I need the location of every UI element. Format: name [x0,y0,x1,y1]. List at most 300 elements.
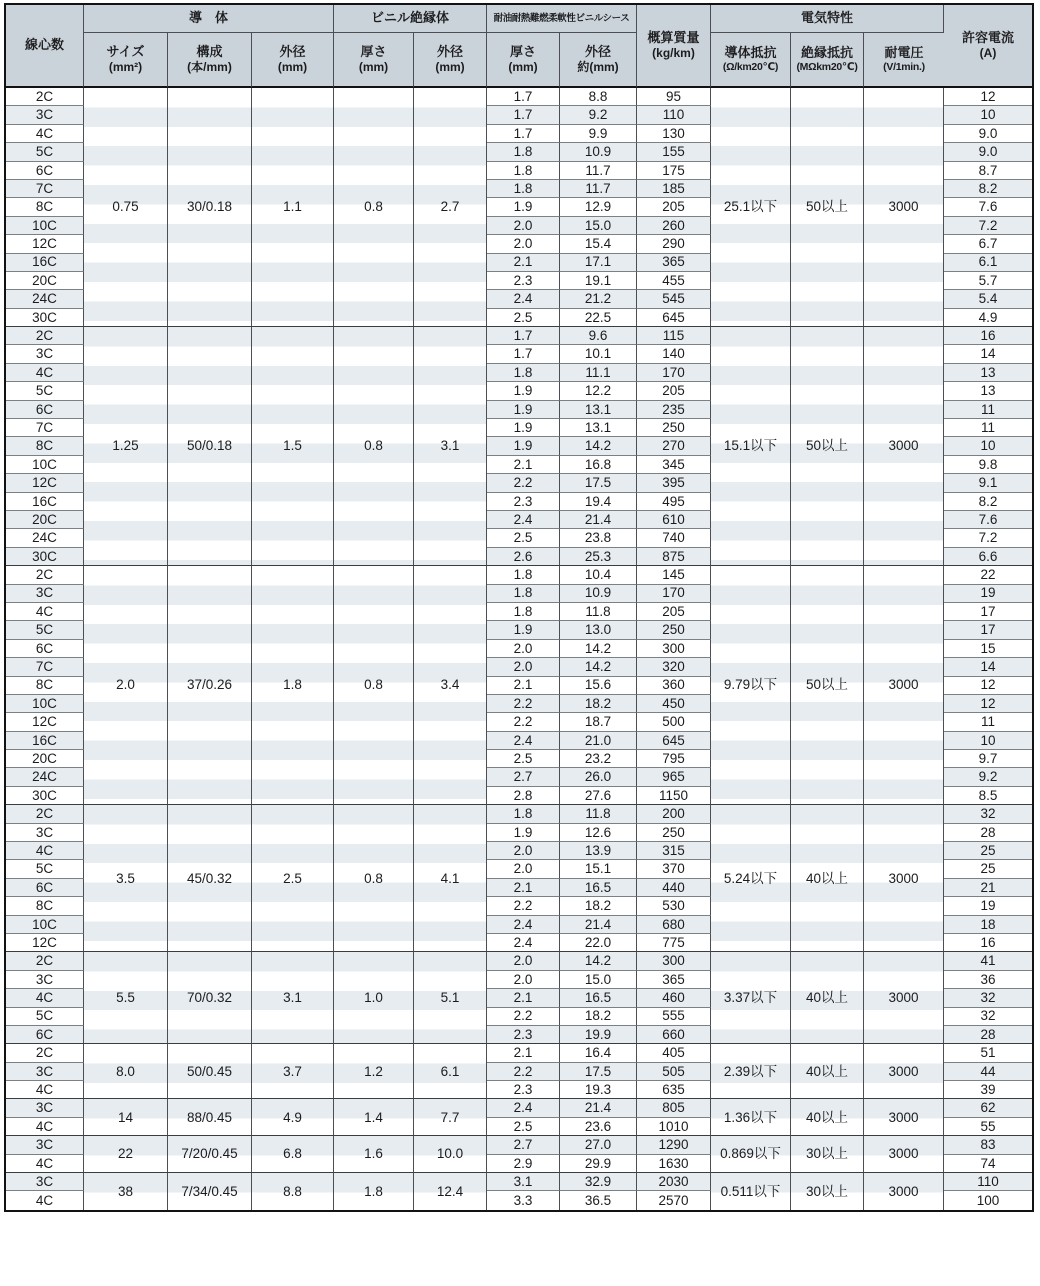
cell-allowable-current: 11 [944,419,1032,437]
cell-approx-mass: 145 [637,566,711,584]
cell-allowable-current: 9.8 [944,456,1032,474]
cell-sheath-od: 21.4 [560,916,637,934]
cell-sheath-od: 18.2 [560,897,637,915]
cell-approx-mass: 300 [637,640,711,658]
cell-sheath-thickness: 2.5 [487,309,560,327]
cell-conductor-resistance: 3.37以下 [711,952,791,1044]
cell-core-count: 2C [6,566,84,584]
cell-allowable-current: 21 [944,879,1032,897]
cell-allowable-current: 11 [944,713,1032,731]
cell-allowable-current: 74 [944,1155,1032,1173]
cell-approx-mass: 795 [637,750,711,768]
cell-insulation-thickness: 1.6 [334,1136,414,1173]
cell-allowable-current: 4.9 [944,309,1032,327]
cell-sheath-thickness: 2.0 [487,971,560,989]
cell-core-count: 10C [6,695,84,713]
cell-insulation-resistance: 30以上 [791,1173,864,1210]
cell-sheath-thickness: 2.1 [487,254,560,272]
table-row [6,1136,1032,1154]
cell-sheath-thickness: 1.8 [487,162,560,180]
cell-allowable-current: 15 [944,640,1032,658]
cell-sheath-od: 27.0 [560,1136,637,1154]
cell-core-count: 5C [6,1008,84,1026]
cell-core-count: 5C [6,621,84,639]
cell-approx-mass: 95 [637,88,711,106]
cell-sheath-od: 29.9 [560,1155,637,1173]
cell-sheath-thickness: 2.3 [487,272,560,290]
cell-insulation-thickness: 0.8 [334,88,414,327]
cell-sheath-thickness: 2.4 [487,511,560,529]
cell-allowable-current: 6.7 [944,235,1032,253]
cell-approx-mass: 235 [637,401,711,419]
cell-allowable-current: 7.2 [944,529,1032,547]
cell-core-count: 30C [6,548,84,566]
cell-insulation-resistance: 40以上 [791,952,864,1044]
cell-sheath-thickness: 2.4 [487,934,560,952]
header-group-row [6,5,1032,33]
header-current-label: 許容電流 [961,29,1014,45]
table-row [6,88,1032,106]
cell-sheath-od: 17.1 [560,254,637,272]
cell-allowable-current: 7.6 [944,198,1032,216]
cell-approx-mass: 460 [637,989,711,1007]
cell-sheath-od: 18.2 [560,695,637,713]
cell-conductor-od: 1.1 [252,88,334,327]
cell-conductor-size: 0.75 [84,88,168,327]
cell-conductor-od: 3.1 [252,952,334,1044]
cell-sheath-thickness: 1.9 [487,621,560,639]
cell-core-count: 3C [6,824,84,842]
header-sub-row [6,33,1032,88]
cell-approx-mass: 645 [637,732,711,750]
cell-allowable-current: 41 [944,952,1032,970]
cell-conductor-stranding: 7/20/0.45 [168,1136,252,1173]
cell-core-count: 3C [6,1136,84,1154]
cell-core-count: 8C [6,198,84,216]
cell-approx-mass: 200 [637,805,711,823]
cell-insulation-od: 7.7 [414,1099,487,1136]
cell-approx-mass: 635 [637,1081,711,1099]
cell-sheath-thickness: 2.2 [487,897,560,915]
cell-core-count: 6C [6,401,84,419]
cell-core-count: 6C [6,1026,84,1044]
cell-allowable-current: 12 [944,695,1032,713]
cell-approx-mass: 740 [637,529,711,547]
cell-allowable-current: 110 [944,1173,1032,1191]
cell-allowable-current: 25 [944,842,1032,860]
cell-allowable-current: 17 [944,621,1032,639]
cell-sheath-thickness: 1.8 [487,180,560,198]
cell-allowable-current: 10 [944,437,1032,455]
cell-sheath-thickness: 1.7 [487,125,560,143]
cell-withstand-voltage: 3000 [864,566,944,805]
cell-sheath-od: 19.1 [560,272,637,290]
cell-sheath-od: 14.2 [560,437,637,455]
cell-sheath-thickness: 2.1 [487,879,560,897]
cell-sheath-thickness: 3.1 [487,1173,560,1191]
cell-approx-mass: 610 [637,511,711,529]
header-current-unit: (A) [979,46,997,61]
cell-core-count: 30C [6,787,84,805]
cell-approx-mass: 875 [637,548,711,566]
cell-approx-mass: 775 [637,934,711,952]
header-insulation-od: 外径 (mm) [414,33,487,88]
cell-conductor-od: 4.9 [252,1099,334,1136]
cell-approx-mass: 360 [637,677,711,695]
cell-sheath-od: 16.8 [560,456,637,474]
cell-sheath-thickness: 2.7 [487,768,560,786]
cell-sheath-od: 16.4 [560,1044,637,1062]
cell-sheath-od: 15.6 [560,677,637,695]
cell-approx-mass: 545 [637,290,711,308]
cell-sheath-od: 13.9 [560,842,637,860]
cell-sheath-od: 12.2 [560,382,637,400]
cell-sheath-thickness: 2.3 [487,1026,560,1044]
cell-sheath-od: 11.7 [560,180,637,198]
cell-sheath-thickness: 1.9 [487,198,560,216]
cell-sheath-od: 17.5 [560,474,637,492]
cell-approx-mass: 1630 [637,1155,711,1173]
cell-sheath-thickness: 2.0 [487,235,560,253]
cell-sheath-thickness: 3.3 [487,1191,560,1209]
cell-approx-mass: 660 [637,1026,711,1044]
cell-conductor-resistance: 9.79以下 [711,566,791,805]
header-insulation-resistance: 絶縁抵抗 (MΩkm20℃) [791,33,864,88]
cell-core-count: 4C [6,989,84,1007]
table-row [6,327,1032,345]
cell-insulation-resistance: 40以上 [791,1099,864,1136]
cell-insulation-od: 2.7 [414,88,487,327]
cell-sheath-thickness: 1.9 [487,437,560,455]
cell-approx-mass: 555 [637,1008,711,1026]
cell-sheath-thickness: 1.8 [487,143,560,161]
cell-sheath-od: 18.2 [560,1008,637,1026]
cell-sheath-thickness: 2.5 [487,750,560,768]
cell-conductor-od: 3.7 [252,1044,334,1099]
cell-core-count: 12C [6,474,84,492]
cell-approx-mass: 270 [637,437,711,455]
cell-sheath-thickness: 2.0 [487,842,560,860]
cell-core-count: 2C [6,805,84,823]
cell-sheath-thickness: 1.9 [487,419,560,437]
cell-insulation-resistance: 40以上 [791,1044,864,1099]
cell-sheath-od: 10.4 [560,566,637,584]
table-row [6,805,1032,823]
cell-allowable-current: 7.6 [944,511,1032,529]
cell-core-count: 12C [6,934,84,952]
cell-sheath-od: 25.3 [560,548,637,566]
cell-sheath-thickness: 1.9 [487,401,560,419]
cell-approx-mass: 1150 [637,787,711,805]
table-row [6,1044,1032,1062]
cable-spec-table [4,3,1034,1212]
cell-approx-mass: 345 [637,456,711,474]
cell-sheath-thickness: 2.6 [487,548,560,566]
cell-sheath-od: 21.4 [560,511,637,529]
cell-allowable-current: 39 [944,1081,1032,1099]
cell-conductor-size: 1.25 [84,327,168,566]
cell-allowable-current: 10 [944,732,1032,750]
cell-sheath-thickness: 2.1 [487,989,560,1007]
cell-allowable-current: 8.2 [944,180,1032,198]
cell-approx-mass: 1290 [637,1136,711,1154]
cell-core-count: 6C [6,879,84,897]
cell-insulation-od: 6.1 [414,1044,487,1099]
cell-sheath-od: 11.7 [560,162,637,180]
cell-conductor-size: 14 [84,1099,168,1136]
cell-sheath-thickness: 2.1 [487,1044,560,1062]
cell-sheath-thickness: 2.9 [487,1155,560,1173]
header-current [944,5,1032,88]
cell-insulation-thickness: 1.8 [334,1173,414,1210]
cell-allowable-current: 62 [944,1099,1032,1117]
cell-sheath-od: 11.8 [560,805,637,823]
cell-core-count: 2C [6,1044,84,1062]
cell-core-count: 6C [6,640,84,658]
cell-sheath-od: 11.1 [560,364,637,382]
cell-insulation-od: 3.4 [414,566,487,805]
cell-core-count: 10C [6,456,84,474]
cell-core-count: 5C [6,143,84,161]
cell-approx-mass: 170 [637,364,711,382]
cell-allowable-current: 25 [944,860,1032,878]
cell-approx-mass: 500 [637,713,711,731]
table-header [6,5,1032,88]
cell-core-count: 3C [6,1099,84,1117]
cell-core-count: 20C [6,511,84,529]
cell-core-count: 3C [6,971,84,989]
cell-sheath-od: 12.9 [560,198,637,216]
cell-approx-mass: 505 [637,1063,711,1081]
cell-allowable-current: 17 [944,603,1032,621]
cell-sheath-thickness: 1.7 [487,345,560,363]
cell-withstand-voltage: 3000 [864,1099,944,1136]
cell-insulation-resistance: 50以上 [791,327,864,566]
cell-core-count: 2C [6,952,84,970]
cell-approx-mass: 1010 [637,1118,711,1136]
cell-allowable-current: 7.2 [944,217,1032,235]
cell-allowable-current: 18 [944,916,1032,934]
cell-allowable-current: 32 [944,1008,1032,1026]
cell-allowable-current: 16 [944,327,1032,345]
cell-insulation-od: 10.0 [414,1136,487,1173]
cell-sheath-thickness: 1.7 [487,106,560,124]
cell-approx-mass: 455 [637,272,711,290]
cell-approx-mass: 370 [637,860,711,878]
cell-allowable-current: 32 [944,989,1032,1007]
cell-core-count: 4C [6,603,84,621]
header-withstand-voltage: 耐電圧 (V/1min.) [864,33,944,88]
cell-conductor-resistance: 0.869以下 [711,1136,791,1173]
cell-approx-mass: 365 [637,254,711,272]
cell-sheath-thickness: 2.0 [487,640,560,658]
cell-core-count: 5C [6,860,84,878]
cell-conductor-resistance: 25.1以下 [711,88,791,327]
cell-approx-mass: 395 [637,474,711,492]
cell-sheath-od: 16.5 [560,989,637,1007]
cell-sheath-od: 9.9 [560,125,637,143]
cell-sheath-od: 21.2 [560,290,637,308]
spec-table-body [6,88,1032,1210]
cell-core-count: 24C [6,529,84,547]
cell-sheath-od: 10.1 [560,345,637,363]
cell-sheath-thickness: 2.4 [487,916,560,934]
cell-conductor-size: 2.0 [84,566,168,805]
cell-conductor-stranding: 7/34/0.45 [168,1173,252,1210]
header-size: サイズ (mm²) [84,33,168,88]
cell-core-count: 3C [6,1173,84,1191]
cell-sheath-thickness: 1.9 [487,382,560,400]
cell-allowable-current: 51 [944,1044,1032,1062]
cell-sheath-od: 22.0 [560,934,637,952]
cell-insulation-thickness: 1.2 [334,1044,414,1099]
cell-core-count: 12C [6,235,84,253]
cell-conductor-stranding: 50/0.45 [168,1044,252,1099]
cell-sheath-thickness: 2.3 [487,1081,560,1099]
cell-sheath-thickness: 1.8 [487,603,560,621]
cell-sheath-thickness: 2.7 [487,1136,560,1154]
cell-conductor-stranding: 30/0.18 [168,88,252,327]
cell-insulation-resistance: 30以上 [791,1136,864,1173]
cell-approx-mass: 2030 [637,1173,711,1191]
cell-core-count: 4C [6,1118,84,1136]
cell-sheath-thickness: 2.1 [487,456,560,474]
cell-approx-mass: 965 [637,768,711,786]
cell-conductor-resistance: 0.511以下 [711,1173,791,1210]
cell-core-count: 7C [6,419,84,437]
cell-sheath-thickness: 2.2 [487,474,560,492]
cell-sheath-od: 22.5 [560,309,637,327]
cell-sheath-od: 32.9 [560,1173,637,1191]
cell-allowable-current: 36 [944,971,1032,989]
cell-conductor-resistance: 15.1以下 [711,327,791,566]
cell-allowable-current: 6.1 [944,254,1032,272]
cell-sheath-thickness: 2.0 [487,952,560,970]
cell-sheath-thickness: 2.2 [487,695,560,713]
cell-approx-mass: 300 [637,952,711,970]
cell-conductor-size: 22 [84,1136,168,1173]
cell-conductor-od: 1.8 [252,566,334,805]
header-sheath-od: 外径 約(mm) [560,33,637,88]
cell-conductor-size: 38 [84,1173,168,1210]
table-row [6,1099,1032,1117]
cell-allowable-current: 9.2 [944,768,1032,786]
cell-conductor-size: 8.0 [84,1044,168,1099]
cell-core-count: 4C [6,1081,84,1099]
cell-core-count: 8C [6,897,84,915]
header-sheath-thickness: 厚さ (mm) [487,33,560,88]
cell-core-count: 5C [6,382,84,400]
cell-sheath-thickness: 2.4 [487,290,560,308]
cell-core-count: 16C [6,254,84,272]
cell-allowable-current: 28 [944,1026,1032,1044]
cell-sheath-od: 8.8 [560,88,637,106]
cell-withstand-voltage: 3000 [864,1044,944,1099]
cell-withstand-voltage: 3000 [864,1173,944,1210]
cell-approx-mass: 205 [637,198,711,216]
cell-sheath-thickness: 2.2 [487,1008,560,1026]
cell-core-count: 3C [6,106,84,124]
cell-sheath-od: 15.4 [560,235,637,253]
cell-sheath-thickness: 2.5 [487,1118,560,1136]
cell-allowable-current: 12 [944,677,1032,695]
cell-sheath-od: 23.2 [560,750,637,768]
cell-sheath-thickness: 1.7 [487,88,560,106]
cell-approx-mass: 405 [637,1044,711,1062]
cell-sheath-thickness: 2.3 [487,493,560,511]
cell-insulation-thickness: 0.8 [334,805,414,952]
header-group-electrical: 電気特性 [711,5,944,33]
cell-sheath-od: 17.5 [560,1063,637,1081]
cell-sheath-od: 19.4 [560,493,637,511]
cell-sheath-od: 9.2 [560,106,637,124]
cell-sheath-od: 21.4 [560,1099,637,1117]
cell-approx-mass: 315 [637,842,711,860]
cell-core-count: 4C [6,1155,84,1173]
cell-approx-mass: 2570 [637,1191,711,1209]
cell-conductor-od: 6.8 [252,1136,334,1173]
cell-conductor-size: 5.5 [84,952,168,1044]
cell-approx-mass: 175 [637,162,711,180]
cell-core-count: 3C [6,345,84,363]
cell-core-count: 16C [6,732,84,750]
cell-sheath-od: 19.9 [560,1026,637,1044]
header-core-count: 線心数 [6,5,84,88]
cell-allowable-current: 8.5 [944,787,1032,805]
cell-sheath-thickness: 1.8 [487,566,560,584]
cell-sheath-od: 23.8 [560,529,637,547]
cell-sheath-od: 10.9 [560,585,637,603]
cell-core-count: 8C [6,677,84,695]
cell-approx-mass: 130 [637,125,711,143]
cell-sheath-od: 14.2 [560,640,637,658]
cell-allowable-current: 13 [944,364,1032,382]
cell-core-count: 4C [6,364,84,382]
cell-core-count: 16C [6,493,84,511]
table-row [6,1173,1032,1191]
cell-sheath-thickness: 2.5 [487,529,560,547]
cell-core-count: 7C [6,658,84,676]
cell-approx-mass: 250 [637,824,711,842]
cell-approx-mass: 290 [637,235,711,253]
cell-sheath-od: 16.5 [560,879,637,897]
cell-conductor-resistance: 2.39以下 [711,1044,791,1099]
header-mass-unit: (kg/km) [652,46,695,61]
cell-sheath-od: 9.6 [560,327,637,345]
cell-allowable-current: 5.4 [944,290,1032,308]
cell-core-count: 2C [6,327,84,345]
cell-sheath-thickness: 2.1 [487,677,560,695]
cell-approx-mass: 530 [637,897,711,915]
cell-core-count: 12C [6,713,84,731]
cell-approx-mass: 365 [637,971,711,989]
cell-conductor-size: 3.5 [84,805,168,952]
cell-approx-mass: 440 [637,879,711,897]
cell-core-count: 4C [6,842,84,860]
cell-approx-mass: 115 [637,327,711,345]
cell-allowable-current: 55 [944,1118,1032,1136]
cell-conductor-resistance: 5.24以下 [711,805,791,952]
cell-sheath-thickness: 2.0 [487,217,560,235]
cell-approx-mass: 170 [637,585,711,603]
cell-core-count: 10C [6,916,84,934]
cell-approx-mass: 260 [637,217,711,235]
cell-sheath-od: 19.3 [560,1081,637,1099]
cell-allowable-current: 100 [944,1191,1032,1209]
cell-insulation-od: 12.4 [414,1173,487,1210]
cell-approx-mass: 155 [637,143,711,161]
cell-core-count: 24C [6,290,84,308]
